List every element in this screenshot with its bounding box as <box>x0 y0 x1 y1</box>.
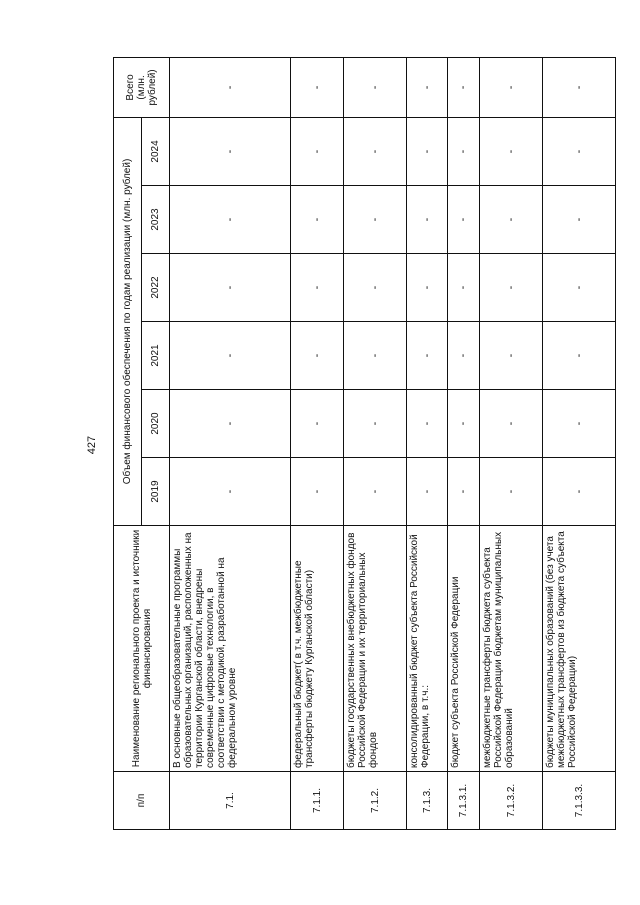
row-name: бюджеты государственных внебюджетных фондов Российской Федерации и их территориальных фондов <box>344 526 407 772</box>
row-number: 7.1.3. <box>407 772 448 830</box>
row-name: бюджет субъекта Российской Федерации <box>448 526 480 772</box>
header-year: 2023 <box>142 186 170 254</box>
value-cell: - <box>291 186 344 254</box>
value-cell: - <box>344 458 407 526</box>
value-cell: - <box>448 322 480 390</box>
value-cell: - <box>448 57 480 117</box>
value-cell: - <box>407 322 448 390</box>
value-cell: - <box>170 186 291 254</box>
value-cell: - <box>291 254 344 322</box>
value-cell: - <box>448 117 480 185</box>
row-name: бюджеты муниципальных образований (без учета межбюджетных трансфертов из бюджета субъекта Российской Федерации) <box>543 526 616 772</box>
value-cell: - <box>407 117 448 185</box>
value-cell: - <box>291 322 344 390</box>
value-cell: - <box>407 390 448 458</box>
value-cell: - <box>407 458 448 526</box>
value-cell: - <box>543 57 616 117</box>
table-row <box>291 57 344 829</box>
value-cell: - <box>543 390 616 458</box>
row-name: В основные общеобразовательные программы образовательных организаций, расположенных на территории Курганской области, внедрены современные цифровые технологии, в соответствии с методикой, разработанной на федеральном уровне <box>170 526 291 772</box>
value-cell: - <box>407 57 448 117</box>
value-cell: - <box>543 254 616 322</box>
financing-table <box>113 57 616 830</box>
value-cell: - <box>291 390 344 458</box>
value-cell: - <box>407 186 448 254</box>
value-cell: - <box>448 390 480 458</box>
value-cell: - <box>170 254 291 322</box>
value-cell: - <box>344 57 407 117</box>
value-cell: - <box>480 57 543 117</box>
value-cell: - <box>448 458 480 526</box>
rotated-table-wrapper <box>113 58 615 830</box>
table-row <box>407 57 448 829</box>
value-cell: - <box>480 254 543 322</box>
row-name: межбюджетные трансферты бюджета субъекта Российской Федерации бюджетам муниципальных образований <box>480 526 543 772</box>
value-cell: - <box>448 254 480 322</box>
page-number: 427 <box>86 435 98 455</box>
value-cell: - <box>291 117 344 185</box>
row-number: 7.1.3.2. <box>480 772 543 830</box>
value-cell: - <box>480 390 543 458</box>
header-number: п/п <box>114 772 170 830</box>
value-cell: - <box>480 458 543 526</box>
value-cell: - <box>170 322 291 390</box>
header-volume: Объем финансового обеспечения по годам реализации (млн. рублей) <box>114 117 142 525</box>
value-cell: - <box>344 186 407 254</box>
row-name: федеральный бюджет( в т.ч. межбюджетные трансферты бюджету Курганской области) <box>291 526 344 772</box>
value-cell: - <box>480 117 543 185</box>
value-cell: - <box>480 322 543 390</box>
value-cell: - <box>291 458 344 526</box>
table-row <box>344 57 407 829</box>
table-row <box>543 57 616 829</box>
value-cell: - <box>543 458 616 526</box>
header-year: 2019 <box>142 458 170 526</box>
value-cell: - <box>170 390 291 458</box>
value-cell: - <box>170 458 291 526</box>
value-cell: - <box>543 322 616 390</box>
row-number: 7.1.1. <box>291 772 344 830</box>
value-cell: - <box>170 117 291 185</box>
value-cell: - <box>291 57 344 117</box>
row-name: консолидированный бюджет субъекта Российской Федерации, в т.ч.: <box>407 526 448 772</box>
value-cell: - <box>170 57 291 117</box>
value-cell: - <box>344 117 407 185</box>
header-name: Наименование регионального проекта и источники финансирования <box>114 526 170 772</box>
row-number: 7.1.3.1. <box>448 772 480 830</box>
row-number: 7.1. <box>170 772 291 830</box>
header-year: 2020 <box>142 390 170 458</box>
value-cell: - <box>344 254 407 322</box>
table-row <box>448 57 480 829</box>
value-cell: - <box>543 117 616 185</box>
row-number: 7.1.2. <box>344 772 407 830</box>
value-cell: - <box>448 186 480 254</box>
header-year: 2024 <box>142 117 170 185</box>
header-year: 2022 <box>142 254 170 322</box>
row-number: 7.1.3.3. <box>543 772 616 830</box>
header-total: Всего (млн. рублей) <box>114 57 170 117</box>
value-cell: - <box>407 254 448 322</box>
value-cell: - <box>543 186 616 254</box>
table-row <box>170 57 291 829</box>
value-cell: - <box>344 322 407 390</box>
table-row <box>480 57 543 829</box>
value-cell: - <box>480 186 543 254</box>
value-cell: - <box>344 390 407 458</box>
header-year: 2021 <box>142 322 170 390</box>
